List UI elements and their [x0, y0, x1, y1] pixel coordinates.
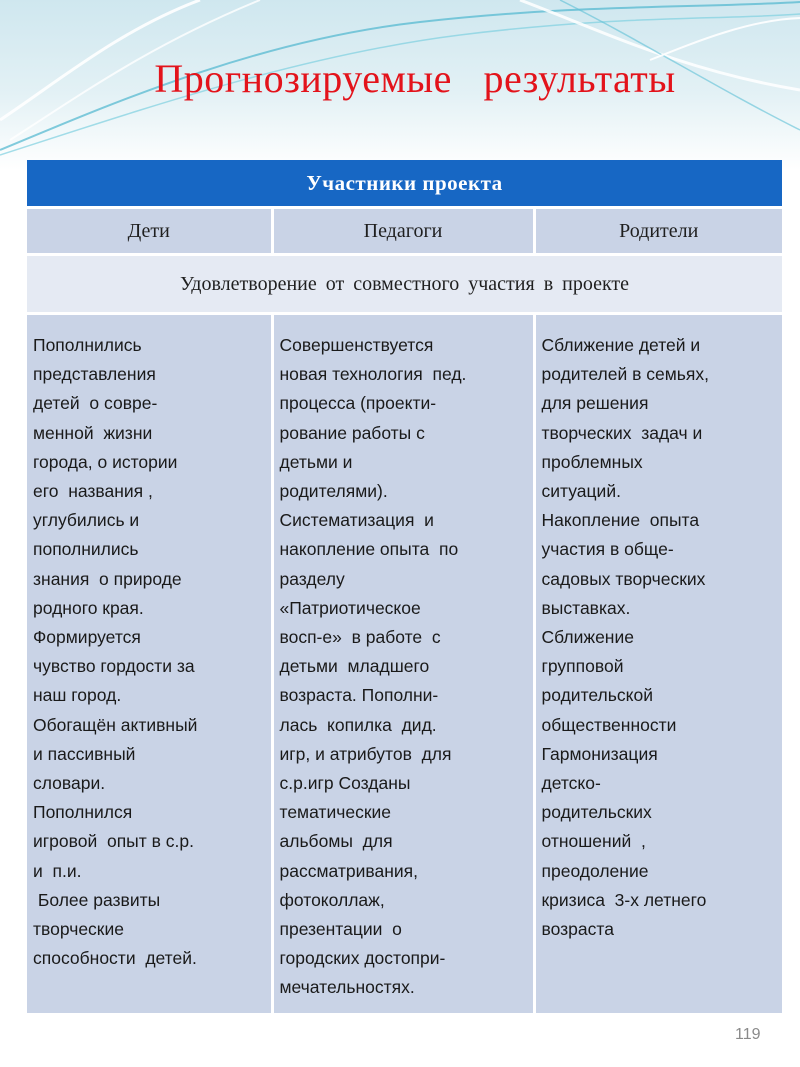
participants-table	[27, 160, 782, 1013]
column-header-teachers: Педагоги	[272, 208, 534, 255]
column-header-children: Дети	[27, 208, 272, 255]
table-header: Участники проекта	[27, 160, 782, 208]
cell-children-results: Пополнились представления детей о совре- менной жизни города, о истории его названия , углубились и пополнились знания о природе родного края. Формируется чувство гордости за наш город. Обогащён активный и пассивный словари. Пополнился игровой опыт в с.р. и п.и. Более развиты творческие способности детей.	[27, 314, 272, 1014]
column-header-parents: Родители	[534, 208, 782, 255]
shared-outcome-row: Удовлетворение от совместного участия в проекте	[27, 255, 782, 314]
slide-title: Прогнозируемые результаты	[154, 56, 676, 101]
page-number: 119	[735, 1026, 761, 1043]
cell-teachers-results: Совершенствуется новая технология пед. процесса (проекти- рование работы с детьми и родителями). Систематизация и накопление опыта по разделу «Патриотическое восп-е» в работе с детьми младшего возраста. Пополни- лась копилка дид. игр, и атрибутов для с.р.игр Созданы тематические альбомы для рассматривания, фотоколлаж, презентации о городских достопри- мечательностях.	[272, 314, 534, 1014]
cell-parents-results: Сближение детей и родителей в семьях, для решения творческих задач и проблемных ситуаций. Накопление опыта участия в обще- садовых творческих выставках. Сближение групповой родительской общественности Гармонизация детско- родительских отношений , преодоление кризиса 3-х летнего возраста	[534, 314, 782, 1014]
